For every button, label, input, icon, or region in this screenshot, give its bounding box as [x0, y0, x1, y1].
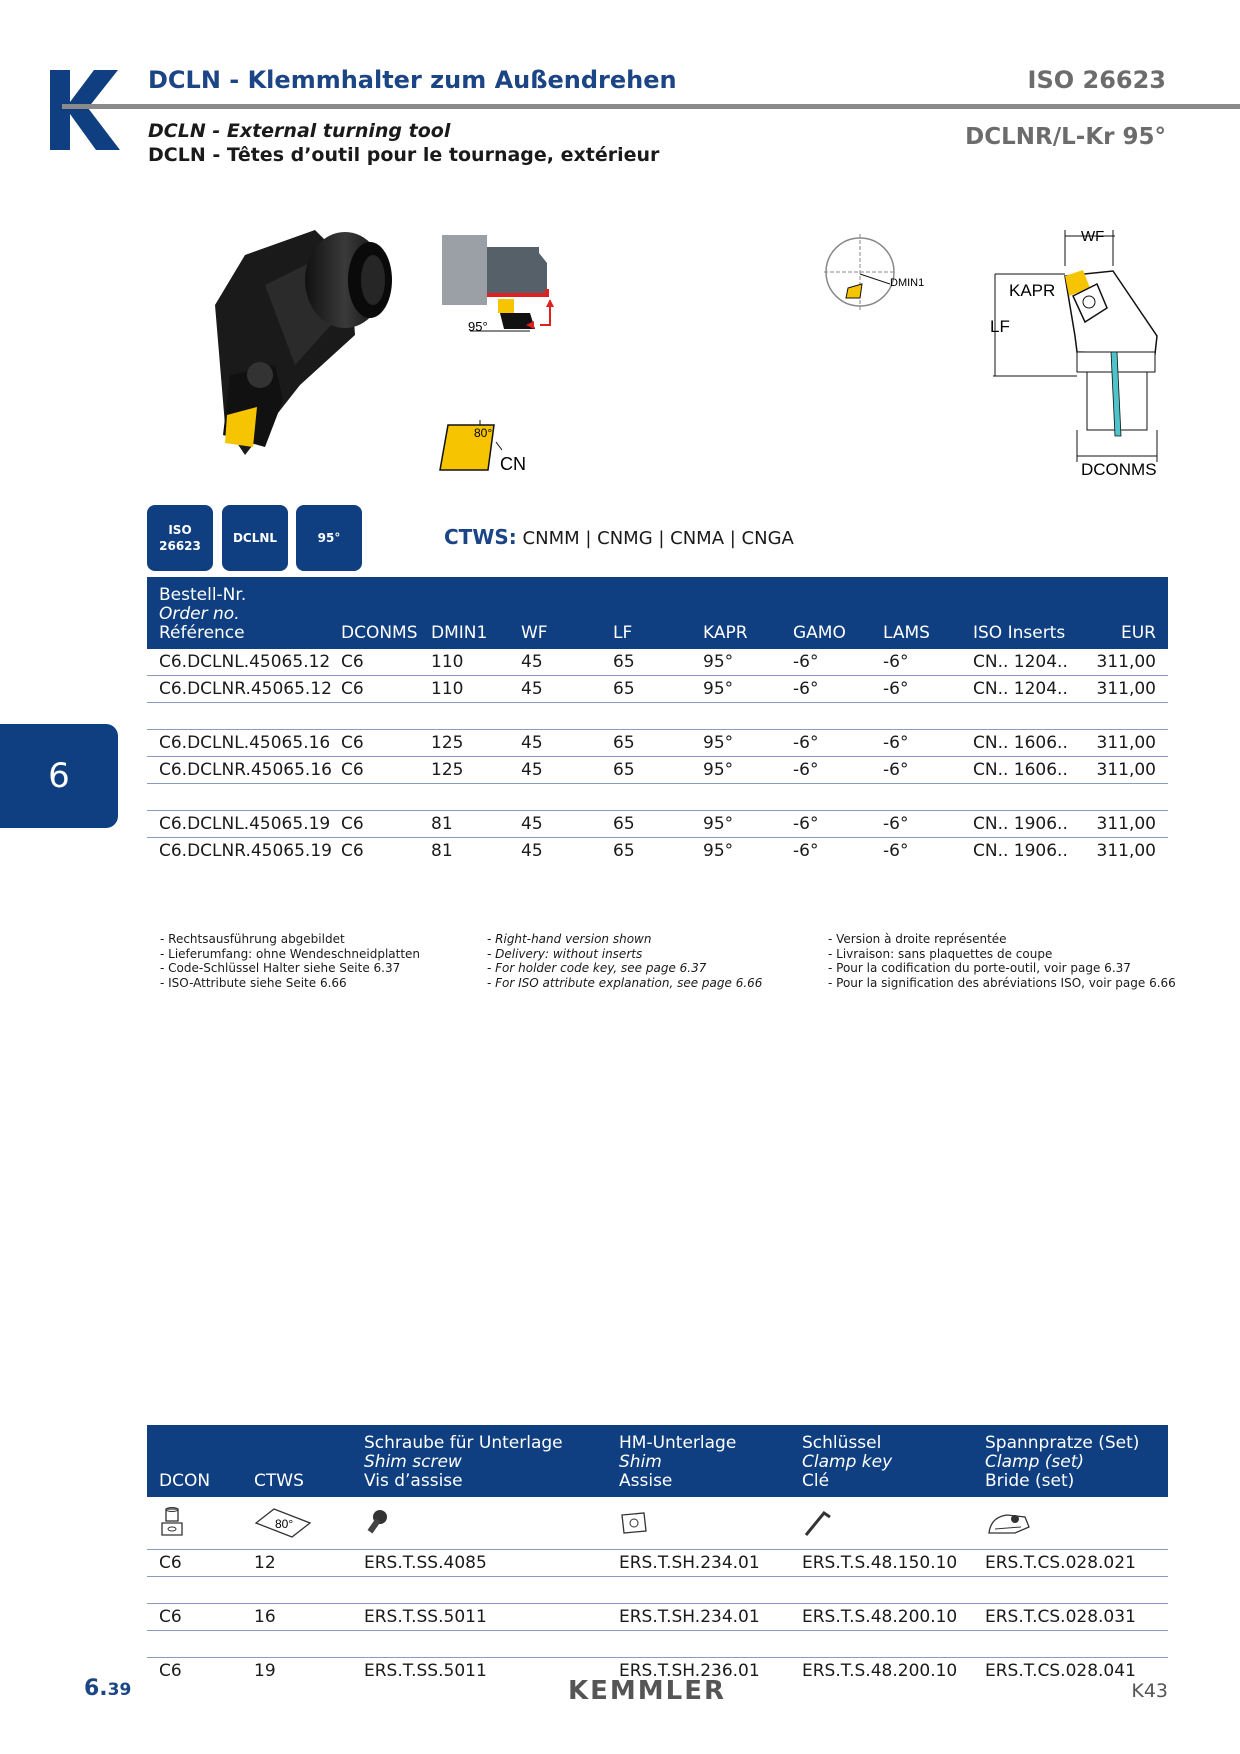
table-row[interactable]: C6.DCLNL.45065.16 C6 125 45 65 95° -6° -6° CN.. 1606.. 311,00	[147, 730, 1168, 757]
subtitle-en: DCLN - External turning tool	[148, 120, 451, 142]
chapter-tab[interactable]: 6	[0, 724, 118, 828]
col-lams: LAMS	[871, 577, 961, 649]
table-row[interactable]: C6 16 ERS.T.SS.5011 ERS.T.SH.234.01 ERS.T.S.48.200.10 ERS.T.CS.028.031	[147, 1603, 1168, 1630]
kapr-label: KAPR	[1009, 281, 1056, 300]
page-title: DCLN - Klemmhalter zum Außendrehen	[148, 66, 677, 94]
col-eur: EUR	[1079, 577, 1168, 649]
order-number: C6.DCLNL.45065.16	[147, 730, 329, 757]
badge-iso: ISO 26623	[147, 505, 213, 571]
table-row[interactable]: C6 12 ERS.T.SS.4085 ERS.T.SH.234.01 ERS.T.S.48.150.10 ERS.T.CS.028.021	[147, 1549, 1168, 1576]
dimension-diagram	[985, 226, 1175, 486]
ctws-value: CNMM | CNMG | CNMA | CNGA	[522, 528, 794, 549]
table-spacer	[147, 1576, 1168, 1603]
dconms-label: DCONMS	[1081, 460, 1157, 479]
insert-80-icon	[254, 1505, 312, 1541]
insert-shape-label: CN	[500, 454, 526, 474]
col-iso-inserts: ISO Inserts	[961, 577, 1079, 649]
col-dconms: DCONMS	[329, 577, 419, 649]
table-spacer	[147, 703, 1168, 730]
price: 311,00	[1079, 676, 1168, 703]
badge-type: DCLNL	[222, 505, 288, 571]
tool-holder-photo	[205, 225, 435, 480]
ctws-label: CTWS:	[444, 525, 517, 549]
angle-label: 95°	[468, 319, 488, 334]
insert-angle-label: 80°	[474, 426, 493, 440]
col-gamo: GAMO	[781, 577, 871, 649]
standard-label: ISO 26623	[1027, 66, 1166, 94]
insert-shape-diagram	[438, 420, 548, 480]
table-spacer	[147, 784, 1168, 811]
wf-label: WF	[1081, 228, 1105, 245]
table-spacer	[147, 1630, 1168, 1657]
col-shim-screw: Schraube für Unterlage Shim screw Vis d’assise	[352, 1425, 607, 1497]
dmin-label: DMIN1	[890, 277, 925, 289]
order-number: C6.DCLNR.45065.19	[159, 841, 332, 861]
side-view-diagram	[440, 233, 560, 343]
col-dcon: DCON	[147, 1425, 242, 1497]
price: 311,00	[1079, 757, 1168, 784]
catalog-code: K43	[1131, 1680, 1168, 1702]
table-row[interactable]: C6.DCLNL.45065.19 C6 81 45 65 95° -6° -6° CN.. 1906.. 311,00	[147, 811, 1168, 838]
table-row[interactable]: C6.DCLNR.45065.19 C6 81 45 65 95° -6° -6° CN.. 1906.. 311,00	[147, 838, 1168, 865]
price: 311,00	[1079, 811, 1168, 838]
kemmler-logo	[50, 70, 120, 150]
badge-angle: 95°	[296, 505, 362, 571]
dmin-diagram	[820, 234, 940, 314]
col-ctws: CTWS	[242, 1425, 352, 1497]
col-wf: WF	[509, 577, 601, 649]
screw-icon	[364, 1509, 390, 1537]
table-row[interactable]: C6.DCLNR.45065.12 C6 110 45 65 95° -6° -6° CN.. 1204.. 311,00	[147, 676, 1168, 703]
notes-fr: - Version à droite représentée - Livraison: sans plaquettes de coupe - Pour la codification du porte-outil, voir page 6.37 - Pour la signification des abréviations ISO, voir page 6.66	[828, 932, 1176, 990]
order-number: C6.DCLNR.45065.16	[147, 757, 329, 784]
notes-en: - Right-hand version shown - Delivery: without inserts - For holder code key, see page 6.37 - For ISO attribute explanation, see page 6.66	[487, 932, 763, 990]
col-clamp-set: Spannpratze (Set) Clamp (set) Bride (set)	[973, 1425, 1168, 1497]
page-number: 6.39	[84, 1676, 132, 1701]
col-order-no: Bestell-Nr. Order no. Référence	[147, 577, 329, 649]
product-table	[147, 577, 1168, 864]
col-kapr: KAPR	[691, 577, 781, 649]
brand-name: KEMMLER	[568, 1676, 727, 1706]
price: 311,00	[1079, 730, 1168, 757]
table-row[interactable]: C6 19 ERS.T.SS.5011 ERS.T.SH.236.01 ERS.T.S.48.200.10 ERS.T.CS.028.041	[159, 1660, 1136, 1681]
clamp-icon	[985, 1507, 1033, 1539]
key-icon	[802, 1507, 832, 1539]
header-rule	[62, 104, 1240, 109]
table-row[interactable]: C6.DCLNR.45065.16 C6 125 45 65 95° -6° -6° CN.. 1606.. 311,00	[147, 757, 1168, 784]
price: 311,00	[1079, 649, 1168, 676]
ctws-line	[444, 525, 794, 549]
col-dmin1: DMIN1	[419, 577, 509, 649]
col-lf: LF	[601, 577, 691, 649]
lf-label: LF	[990, 317, 1010, 336]
holder-icon	[159, 1507, 185, 1539]
spare-parts-table	[147, 1425, 1168, 1684]
subtitle-fr: DCLN - Têtes d’outil pour le tournage, extérieur	[148, 144, 660, 166]
icon-row	[147, 1497, 1168, 1549]
insert-80-label: 80°	[275, 1516, 294, 1531]
table-row[interactable]: C6.DCLNL.45065.12 C6 110 45 65 95° -6° -6° CN.. 1204.. 311,00	[147, 649, 1168, 676]
col-clamp-key: Schlüssel Clamp key Clé	[790, 1425, 973, 1497]
col-shim: HM-Unterlage Shim Assise	[607, 1425, 790, 1497]
order-number: C6.DCLNL.45065.12	[147, 649, 329, 676]
order-number: C6.DCLNL.45065.19	[147, 811, 329, 838]
variant-label: DCLNR/L-Kr 95°	[965, 124, 1166, 150]
notes-de: - Rechtsausführung abgebildet - Lieferumfang: ohne Wendeschneidplatten - Code-Schlüssel Halter siehe Seite 6.37 - ISO-Attribute siehe Seite 6.66	[160, 932, 421, 990]
shim-icon	[619, 1509, 649, 1537]
price: 311,00	[1096, 841, 1156, 861]
order-number: C6.DCLNR.45065.12	[147, 676, 329, 703]
